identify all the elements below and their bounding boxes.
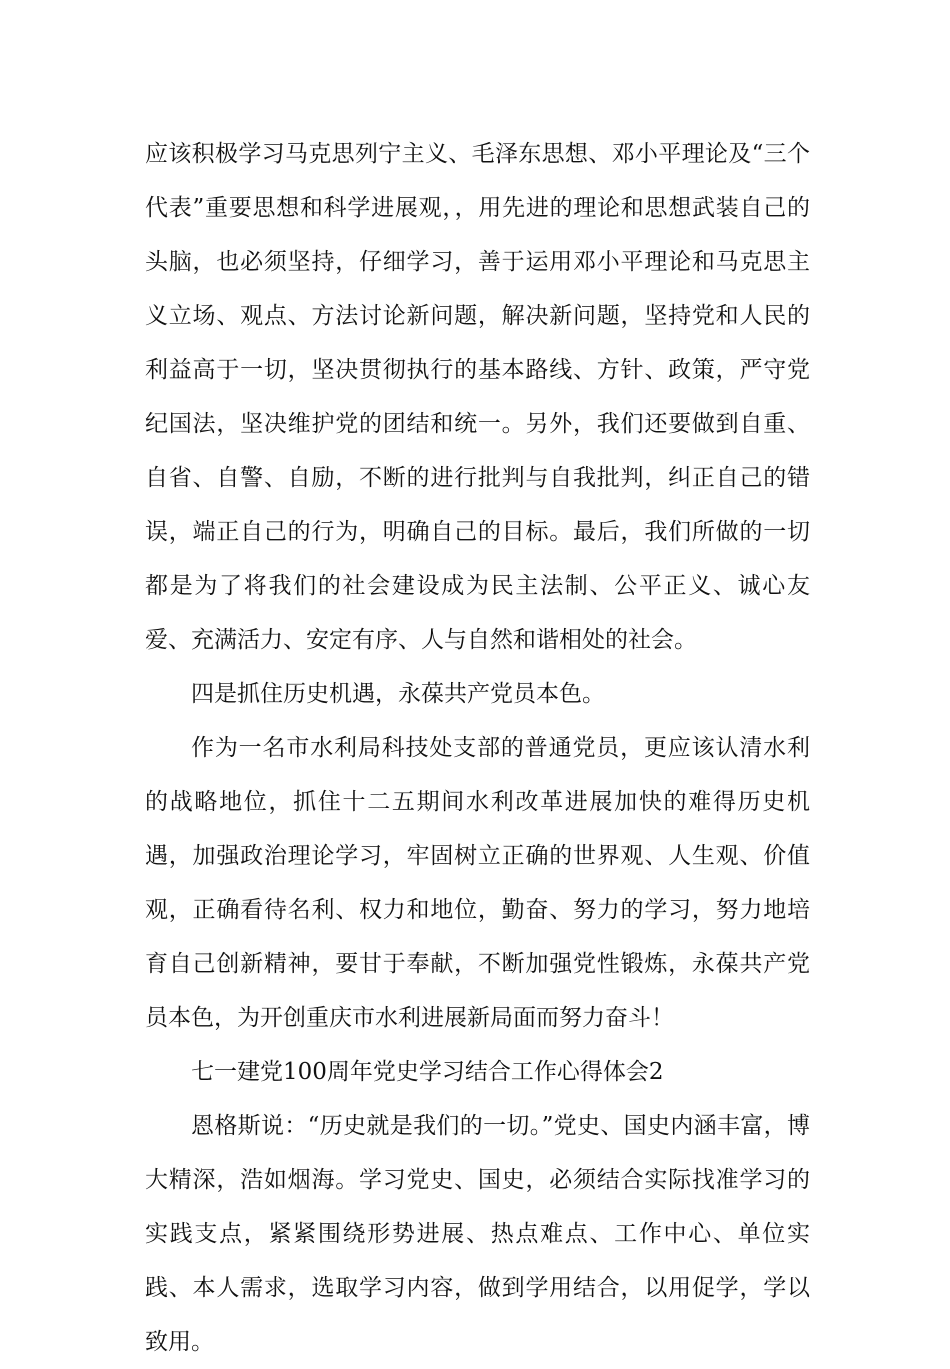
section-heading-four: 四是抓住历史机遇，永葆共产党员本色。: [191, 681, 605, 707]
paragraph-party-member: 作为一名市水利局科技处支部的普通党员，更应该认清水利的战略地位，抓住十二五期间水利改革进展加快的难得历史机遇，加强政治理论学习，牢固树立正确的世界观、人生观、价值观，正确看待名利、权力和地位，勤奋、努力的学习，努力地培育自己创新精神，要甘于奉献，不断加强党性锻炼，永葆共产党员本色，为开创重庆市水利进展新局面而努力奋斗！: [145, 735, 810, 1031]
article-title-2: 七一建党100周年党史学习结合工作心得体会2: [191, 1059, 664, 1085]
paragraph-continuation: 应该积极学习马克思列宁主义、毛泽东思想、邓小平理论及“三个代表”重要思想和科学进展观，，用先进的理论和思想武装自己的头脑，也必须坚持，仔细学习，善于运用邓小平理论和马克思主义立场、观点、方法讨论新问题，解决新问题，坚持党和人民的利益高于一切，坚决贯彻执行的基本路线、方针、政策，严守党纪国法，坚决维护党的团结和统一。另外，我们还要做到自重、自省、自警、自励，不断的进行批判与自我批判，纠正自己的错误，端正自己的行为，明确自己的目标。最后，我们所做的一切都是为了将我们的社会建设成为民主法制、公平正义、诚心友爱、充满活力、安定有序、人与自然和谐相处的社会。: [145, 141, 810, 653]
paragraph-engels-quote: 恩格斯说：“历史就是我们的一切。”党史、国史内涵丰富，博大精深，浩如烟海。学习党史、国史，必须结合实际找准学习的实践支点，紧紧围绕形势进展、热点难点、工作中心、单位实践、本人需求，选取学习内容，做到学用结合，以用促学，学以致用。: [145, 1113, 810, 1355]
document-body: [145, 127, 810, 1369]
